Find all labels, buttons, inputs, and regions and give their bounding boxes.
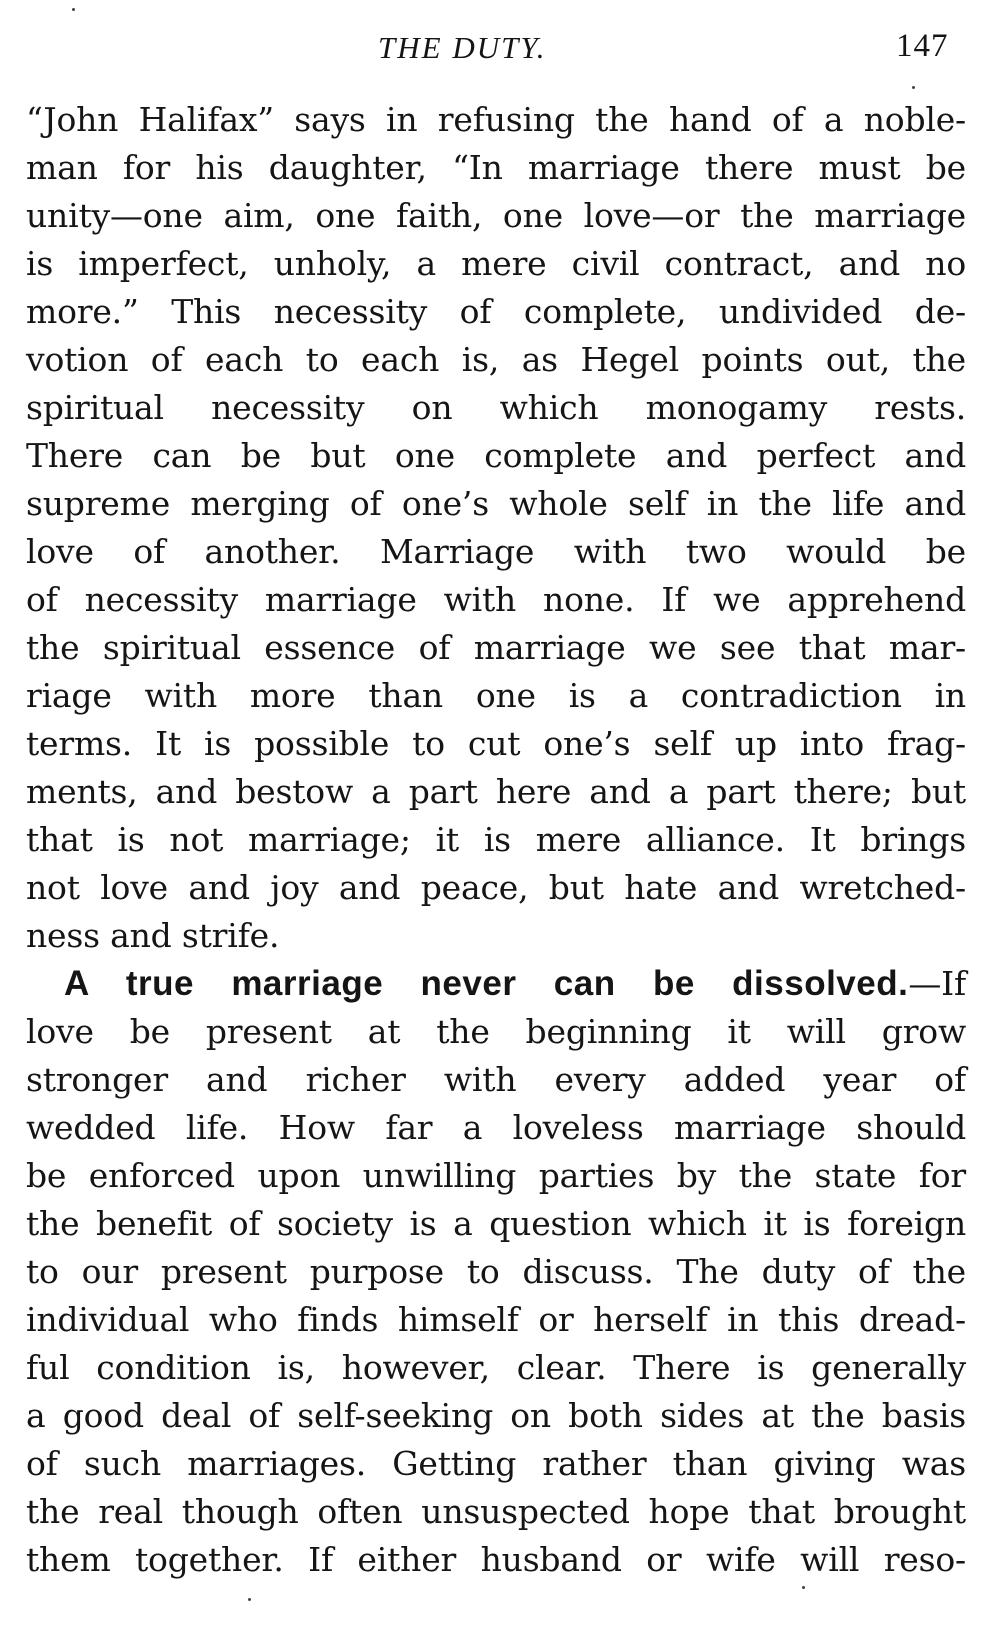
text-line: is imperfect, unholy, a mere civil contract, and no — [26, 244, 966, 283]
scan-speck — [72, 8, 75, 11]
text-line: that is not marriage; it is mere alliance. It brings — [26, 820, 966, 859]
text-line: to our present purpose to discuss. The duty of the — [26, 1252, 966, 1291]
text-line: the spiritual essence of marriage we see that mar- — [26, 628, 966, 667]
text-line: the benefit of society is a question which it is foreign — [26, 1204, 966, 1243]
text-line: of necessity marriage with none. If we apprehend — [26, 580, 966, 619]
text-line: riage with more than one is a contradiction in — [26, 676, 966, 715]
text-line: “John Halifax” says in refusing the hand of a noble- — [26, 100, 966, 139]
section-heading: A true marriage never can be dissolved. — [64, 964, 909, 1003]
text-line: ness and strife. — [26, 916, 280, 955]
page-number: 147 — [896, 28, 949, 64]
text-line: stronger and richer with every added year of — [26, 1060, 966, 1099]
text-line: votion of each to each is, as Hegel points out, the — [26, 340, 966, 379]
text-line: terms. It is possible to cut one’s self up into frag- — [26, 724, 966, 763]
running-head — [0, 18, 1000, 68]
text-line: ments, and bestow a part here and a part there; but — [26, 772, 966, 811]
text-line: There can be but one complete and perfect and — [26, 436, 966, 475]
text-line: unity—one aim, one faith, one love—or the marriage — [26, 196, 966, 235]
running-title: THE DUTY. — [378, 30, 547, 65]
body-text — [26, 96, 966, 1584]
text-line: spiritual necessity on which monogamy rests. — [26, 388, 966, 427]
text-line: love of another. Marriage with two would be — [26, 532, 966, 571]
text-line: wedded life. How far a loveless marriage should — [26, 1108, 966, 1147]
text-line: the real though often unsuspected hope that brought — [26, 1492, 966, 1531]
text-line: individual who finds himself or herself in this dread- — [26, 1300, 966, 1339]
text-line: love be present at the beginning it will grow — [26, 1012, 966, 1051]
text-line: man for his daughter, “In marriage there must be — [26, 148, 966, 187]
section-first-line-rest: —If — [908, 964, 966, 1003]
text-line: of such marriages. Getting rather than giving was — [26, 1444, 966, 1483]
text-line: not love and joy and peace, but hate and wretched- — [26, 868, 966, 907]
scan-speck — [912, 86, 915, 89]
text-line: a good deal of self-seeking on both sides at the basis — [26, 1396, 966, 1435]
text-line: be enforced upon unwilling parties by the state for — [26, 1156, 966, 1195]
text-line: supreme merging of one’s whole self in the life and — [26, 484, 966, 523]
scan-speck — [248, 1598, 251, 1601]
text-line: ful condition is, however, clear. There is generally — [26, 1348, 966, 1387]
text-line: more.” This necessity of complete, undivided de- — [26, 292, 966, 331]
section-first-line — [26, 960, 966, 1008]
scan-speck — [802, 1586, 805, 1589]
text-line: them together. If either husband or wife will reso- — [26, 1540, 966, 1579]
